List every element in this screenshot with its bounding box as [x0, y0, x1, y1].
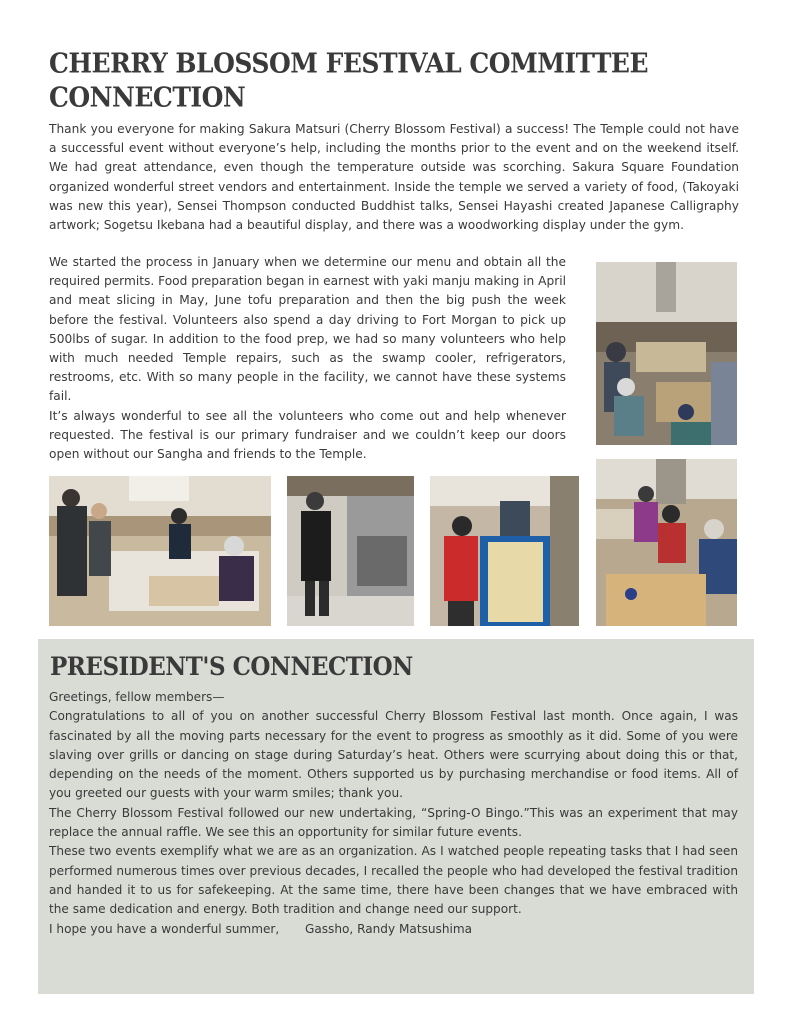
president-letter: [49, 688, 738, 939]
photo-volunteers-shaping-food: [596, 459, 737, 626]
committee-title: CHERRY BLOSSOM FESTIVAL COMMITTEE CONNECTION: [49, 47, 649, 114]
photo-volunteers-gym: [596, 262, 737, 445]
committee-paragraph-2: We started the process in January when we determine our menu and obtain all the required permits. Food preparation began in earnest with yaki manju making in April and meat slicing in May, June tofu preparation and then the big push the week before the festival. Volunteers also spend a day driving to Fort Morgan to pick up 500lbs of sugar. In addition to the food prep, we had so many volunteers who help with much needed Temple repairs, such as the swamp cooler, refrigerators, restrooms, etc. With so many people in the facility, we cannot have these systems fail.: [49, 255, 566, 404]
president-paragraph-1: Congratulations to all of you on another successful Cherry Blossom Festival last month. Once again, I was fascinated by all the moving parts necessary for the event to progress as smoothly as it did. Some of you were slaving over grills or dancing on stage during Saturday’s heat. Others were scurrying about doing this or that, depending on the needs of the moment. Others supported us by purchasing merchandise or food items. All of you greeted our guests with your warm smiles; thank you.: [49, 709, 738, 801]
photo-volunteers-table: [49, 476, 271, 626]
president-closing-line: [49, 920, 738, 939]
president-paragraph-2: The Cherry Blossom Festival followed our new undertaking, “Spring-O Bingo.”This was an experiment that may replace the annual raffle. We see this an opportunity for similar future events.: [49, 805, 738, 840]
president-signature: Gassho, Randy Matsushima: [304, 921, 473, 936]
president-greeting: Greetings, fellow members—: [49, 690, 225, 704]
photo-volunteer-red-apron: [430, 476, 579, 626]
committee-paragraph-1: Thank you everyone for making Sakura Matsuri (Cherry Blossom Festival) a success! The Temple could not have a successful event without everyone’s help, including the months prior to the event and on the weekend itself. We had great attendance, even though the temperature outside was scorching. Sakura Square Foundation organized wonderful street vendors and entertainment. Inside the temple we served a variety of food, (Takoyaki was new this year), Sensei Thompson conducted Buddhist talks, Sensei Hayashi created Japanese Calligraphy artwork; Sogetsu Ikebana had a beautiful display, and there was a woodworking display under the gym.: [49, 122, 739, 233]
committee-paragraph-3: It’s always wonderful to see all the volunteers who come out and help whenever requested. The festival is our primary fundraiser and we couldn’t keep our doors open without our Sangha and friends to the Temple.: [49, 409, 566, 462]
president-paragraph-3: These two events exemplify what we are as an organization. As I watched people repeating tasks that I had seen performed numerous times over previous decades, I recalled the people who had developed the festival tradition and handed it to us for safekeeping. At the same time, there have been changes that we have embraced with the same dedication and energy. Both tradition and change need our support.: [49, 844, 738, 917]
photo-volunteer-kitchen: [287, 476, 414, 626]
president-closing: I hope you have a wonderful summer,: [49, 921, 280, 936]
president-title: PRESIDENT'S CONNECTION: [50, 652, 413, 682]
